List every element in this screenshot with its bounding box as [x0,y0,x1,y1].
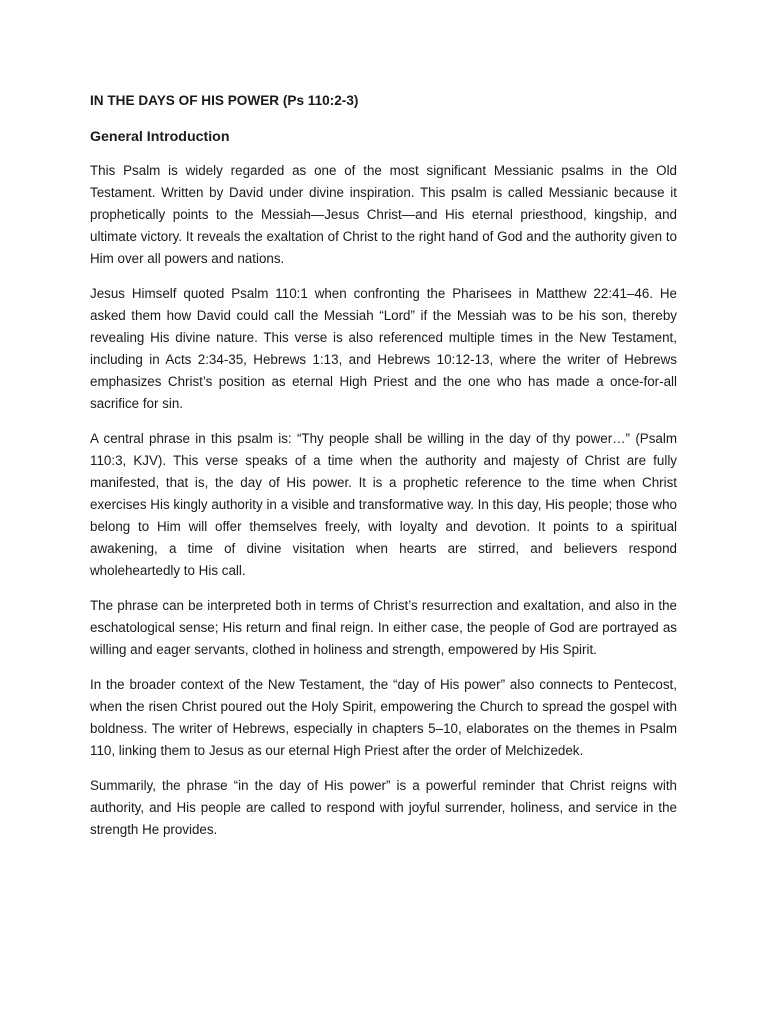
paragraph-5: In the broader context of the New Testament, the “day of His power” also connects to Pentecost, when the risen Christ poured out the Holy Spirit, empowering the Church to spread the gospel with boldness. The writer of Hebrews, especially in chapters 5–10, elaborates on the themes in Psalm 110, linking them to Jesus as our eternal High Priest after the order of Melchizedek. [90,677,677,758]
paragraph-4: The phrase can be interpreted both in terms of Christ’s resurrection and exaltation, and also in the eschatological sense; His return and final reign. In either case, the people of God are portrayed as willing and eager servants, clothed in holiness and strength, empowered by His Spirit. [90,598,677,657]
document-page [90,90,677,854]
section-heading: General Introduction [90,129,230,145]
paragraph-2: Jesus Himself quoted Psalm 110:1 when confronting the Pharisees in Matthew 22:41–46. He asked them how David could call the Messiah “Lord” if the Messiah was to be his son, thereby revealing His divine nature. This verse is also referenced multiple times in the New Testament, including in Acts 2:34-35, Hebrews 1:13, and Hebrews 10:12-13, where the writer of Hebrews emphasizes Christ’s position as eternal High Priest and the one who has made a once-for-all sacrifice for sin. [90,286,677,411]
document-title: IN THE DAYS OF HIS POWER (Ps 110:2-3) [90,93,359,108]
paragraph-1: This Psalm is widely regarded as one of the most significant Messianic psalms in the Old Testament. Written by David under divine inspiration. This psalm is called Messianic because it prophetically points to the Messiah—Jesus Christ—and His eternal priesthood, kingship, and ultimate victory. It reveals the exaltation of Christ to the right hand of God and the authority given to Him over all powers and nations. [90,163,677,266]
paragraph-6: Summarily, the phrase “in the day of His power” is a powerful reminder that Christ reigns with authority, and His people are called to respond with joyful surrender, holiness, and service in the strength He provides. [90,778,677,837]
paragraph-3: A central phrase in this psalm is: “Thy people shall be willing in the day of thy power…” (Psalm 110:3, KJV). This verse speaks of a time when the authority and majesty of Christ are fully manifested, that is, the day of His power. It is a prophetic reference to the time when Christ exercises His kingly authority in a visible and transformative way. In this day, His people; those who belong to Him will offer themselves freely, with loyalty and devotion. It points to a spiritual awakening, a time of divine visitation when hearts are stirred, and believers respond wholeheartedly to His call. [90,431,677,578]
